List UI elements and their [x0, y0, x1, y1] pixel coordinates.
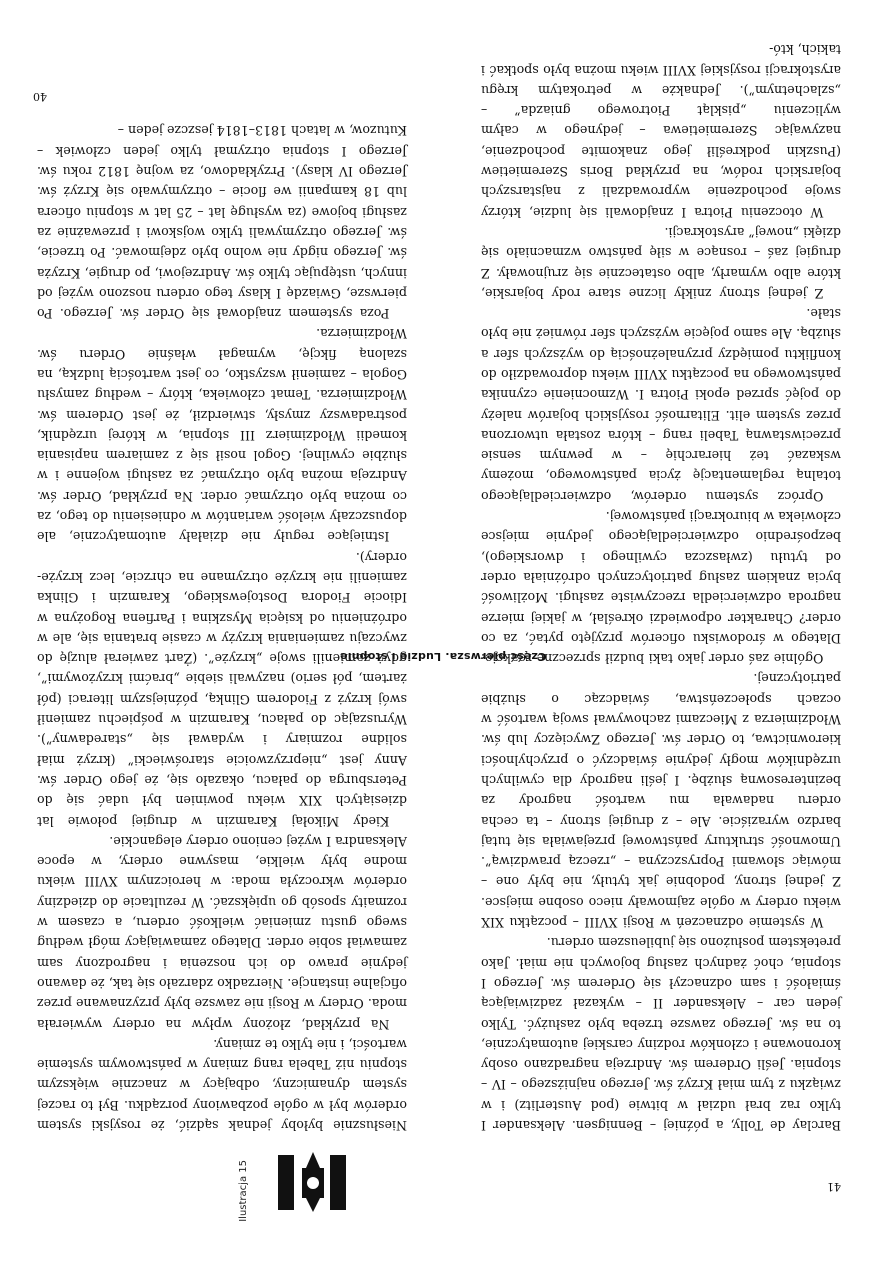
paragraph: Kiedy Mikołaj Karamzin w drugiej połowie lat dziesiątych XIX wieku powinien był udać się do Petersburga do pałacu, okazało się, że jego Order św. Anny jest „nieprzyzwoicie staroświecki” (krzyż miał solidne rozmiary i wydawał się „staredawny”). Wyruszając do pałacu, Karamzin w pośpiechu zamienił swój krzyż z Fiodorem Glinką, późniejszym literaci (pół żartem, pół serio) nazywali siebie „braćmi krzyżowymi”, gdyż zamienili swoje „krzyże”. (Żart zawierał aluzję do zwyczaju zamieniania krzyży w czasie bratania się, ale w odróżnieniu od księcia Myszkina i Parfiena Rogożyna w Idiocie Fiodora Dostojewskiego, Karamzin i Glinka zamienili nie krzyże otrzymane na chrzcie, lecz krzyże-ordery).: [37, 549, 407, 829]
caption-number: 15: [238, 1160, 249, 1173]
paragraph: Istniejące reguły nie działały automatycznie, ale dopuszczały wielość wariantów w odniesieniu do tego, za co można było otrzymać order. Na przykład, Order św. Andrzeja można było otrzymać za zasługi wojenne i w służbie cywilnej. Gogol nosił się z zamiarem napisania komedii Włodzimierz III stopnia, w której urzędnik, postradawszy zmysły, stwierdził, że jest Orderem św. Włodzimierza. Temat człowieka, który – według zamysłu Gogola – zamienił wszystko, co jest wartością ludzką, na szaloną fikcję, wymagał właśnie Orderu św. Włodzimierza.: [37, 326, 407, 545]
paragraph: W otoczeniu Piotra I znajdowali się ludzie, którzy swoje pochodzenie wyprowadzali z najstarszych bojarskich rodów, na przykład Boris Szeremietiew (Puszkin podkreślił jego znakomite pochodzenie, nazywając Szeremietiewa – jedynego w całym wyliczeniu „piskląt Piotrowego gniazda” – „szlachetnym”). Jednakże w petrokatym kręgu arystokracji rosyjskiej XVIII wieku można było spotkać i takich, któ-: [481, 42, 841, 220]
paragraph: Poza systemem znajdował się Order św. Jerzego. Po pierwsze, Gwiazdę I klasy tego orderu noszono wyżej od innych, ustępując tylko św. Andrzejowi, po drugie, Krzyża św. Jerzego nigdy nie wolno było zdejmować. Po trzecie, św. Jerzego otrzymywali tylko wojskowi i przeważnie za zasługi bojowe (za wysługę lat – 25 lat w stopniu oficera lub 18 kampanii we flocie – otrzymywało się Krzyż św. Jerzego IV klasy). Przykładowo, za wojnę 1812 roku św. Jerzego I stopnia otrzymał tylko jeden człowiek – Kutuzow, w latach 1813–1814 jeszcze jeden –: [37, 123, 407, 322]
illustration-caption: [238, 1160, 249, 1222]
page-right-41: [447, 0, 893, 1263]
paragraph: Barclay de Tolly, a później – Bennigsen. Aleksander I tylko raz brał udział w bitwie (pod Austerlitz) i w związku z tym miał Krzyż św. Jerzego najniższego – IV – stopnia. Jeśli Orderem św. Andrzeja nagradzano osoby koronowane i członków rodziny carskiej automatycznie, to na św. Jerzego zawsze trzeba było zasłużyć. Tylko jeden car – Aleksander II – wykazał zadziwiającą śmiałość i sam odznaczył się Orderem św. Jerzego I stopnia, choć żadnych zasług bojowych nie miał. Jako pretekstem posłużono się jubileuszem orderu.: [481, 935, 841, 1133]
order-emblem-illustration: [268, 1150, 358, 1215]
page-number: 40: [33, 90, 47, 103]
running-header: Część pierwsza. Ludzie i stopnie: [339, 650, 547, 663]
paragraph: Z jednej strony znikły liczne stare rody bojarskie, które albo wymarły, albo ostatecznie się zrujnowały. Z drugiej zaś – rosnące w siłę państwo wzmacniało się dzięki „nowej” arystokracji.: [481, 224, 841, 301]
caption-label: Ilustracja: [238, 1175, 249, 1222]
left-page-text: [37, 120, 407, 1135]
page-number: 41: [827, 1180, 841, 1193]
paragraph: Na przykład, złożony wpływ na ordery wywierała moda. Ordery w Rosji nie zawsze były przyznawane przez oficjalne instancje. Nierzadko zdarzało się tak, że dawano jedynie prawo do ich noszenia i nagrodzony sam zamawiał sobie order. Dlatego zamawiający mógł według swego gustu zmieniać wielkość orderu, a czasem w rozmaity sposób go upiększać. W rezultacie do dziedziny orderów wkroczyła moda: w heroicznym XVIII wieku modne były wielkie, masywne ordery, w epoce Aleksandra I wyżej ceniono ordery eleganckie.: [37, 833, 407, 1032]
paragraph: W systemie odznaczeń w Rosji XVIII – początku XIX wieku ordery w ogóle zajmowały nieco osobne miejsce. Z jednej strony, podobnie jak tytuły, nie były one – mówiąc słowami Popryszczyna – „rzeczą prawdziwą”. Umowność struktury państwowej przejawiała się tutaj bardzo wyraziście. Ale – z drugiej strony – ta cecha orderu nadawała mu wartość nagrody za bezinteresowną służbę. I jeśli nagrody dla cywilnych urzędników mogły jedynie świadczyć o przychylności kierownictwa, to Order św. Jerzego Zwycięzcy lub św. Włodzimierza z Mieczami zachowywał swoją wartość w oczach społeczeństwa, świadcząc o służbie patriotycznej.: [481, 671, 841, 931]
paragraph: Niesłusznie byłoby jednak sądzić, że rosyjski system orderów był w ogóle pozbawiony porządku. Był to raczej system dynamiczny, odbający w znacznie większym stopniu niż Tabela rang zmiany w państwowym systemie wartości, i nie tylko te zmiany.: [37, 1036, 407, 1133]
right-page-text: [481, 39, 841, 1135]
paragraph: Oprócz systemu orderów, odzwierciedlającego totalną reglamentację życia państwowego, możemy wskazać też hierarchię – w pewnym sensie przeciwstawną Tabeli rang – która została utworzona przez system elit. Elitarność rosyjskich bojarów należy do pojęć sprzed epoki Piotra I. Wzmocnienie czynnika państwowego na początku XVIII wieku doprowadziło do konfliktu pomiędzy przynależnością do wyższych sfer a służbą. Ale samo pojęcie wyższych sfer również nie było stałe.: [481, 306, 841, 504]
paragraph: Ogólnie zaś order jako taki budził sprzeczne reakcje. Dlatego w środowisku oficerów przyjęto pytać, za co order? Charakter odpowiedzi określał, w jakiej mierze nagroda odzwierciedla rzeczywiste zasługi. Możliwość bycia znakiem zasług patriotycznych odróżniała order od tytułu (zwłaszcza cywilnego i dworskiego), bezpośrednio odzwierciedlającego jedynie miejsce człowieka w biurokracji państwowej.: [481, 509, 841, 667]
